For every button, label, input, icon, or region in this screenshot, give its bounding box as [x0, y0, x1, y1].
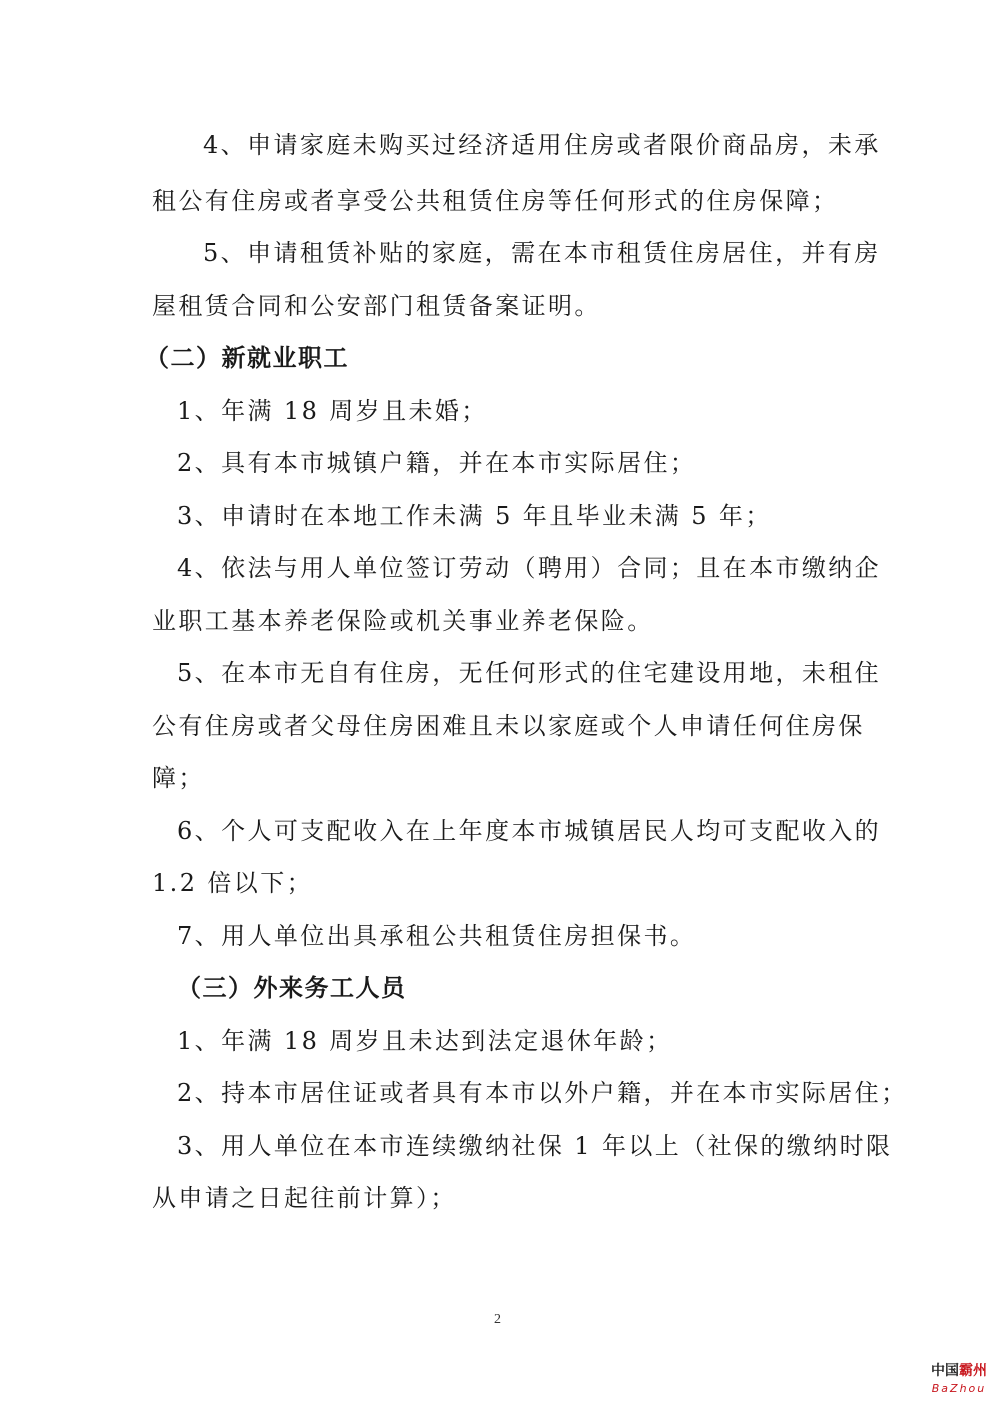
text-line: 4、申请家庭未购买过经济适用住房或者限价商品房，未承	[203, 131, 881, 159]
bazhou-watermark-logo	[924, 1360, 994, 1395]
section-heading: （二）新就业职工	[145, 344, 349, 372]
text-line: 4、依法与用人单位签订劳动（聘用）合同；且在本市缴纳企	[177, 554, 882, 582]
text-line: 1.2 倍以下；	[152, 869, 313, 897]
watermark-english: BaZhou	[931, 1382, 987, 1395]
text-line: 2、具有本市城镇户籍，并在本市实际居住；	[177, 449, 697, 477]
text-line: 屋租赁合同和公安部门租赁备案证明。	[152, 292, 601, 320]
text-line: 租公有住房或者享受公共租赁住房等任何形式的住房保障；	[152, 187, 839, 215]
text-line: 障；	[152, 764, 205, 792]
text-line: 3、用人单位在本市连续缴纳社保 1 年以上（社保的缴纳时限	[177, 1132, 893, 1160]
text-line: 业职工基本养老保险或机关事业养老保险。	[152, 607, 654, 635]
text-line: 1、年满 18 周岁且未达到法定退休年龄；	[177, 1027, 673, 1055]
text-line: 公有住房或者父母住房困难且未以家庭或个人申请任何住房保	[152, 712, 865, 740]
text-line: 5、申请租赁补贴的家庭，需在本市租赁住房居住，并有房	[203, 239, 881, 267]
watermark-cn-black: 中国	[931, 1363, 959, 1379]
text-line: 6、个人可支配收入在上年度本市城镇居民人均可支配收入的	[177, 817, 882, 845]
section-heading: （三）外来务工人员	[177, 974, 407, 1002]
text-line: 从申请之日起往前计算）；	[152, 1184, 457, 1212]
watermark-cn-red: 霸州	[959, 1363, 987, 1379]
text-line: 7、用人单位出具承租公共租赁住房担保书。	[177, 922, 697, 950]
text-line: 1、年满 18 周岁且未婚；	[177, 397, 488, 425]
text-line: 2、持本市居住证或者具有本市以外户籍，并在本市实际居住；	[177, 1079, 908, 1107]
page-number: 2	[494, 1312, 501, 1327]
watermark-chinese	[924, 1360, 994, 1380]
text-line: 5、在本市无自有住房，无任何形式的住宅建设用地，未租住	[177, 659, 882, 687]
text-line: 3、申请时在本地工作未满 5 年且毕业未满 5 年；	[177, 502, 772, 530]
